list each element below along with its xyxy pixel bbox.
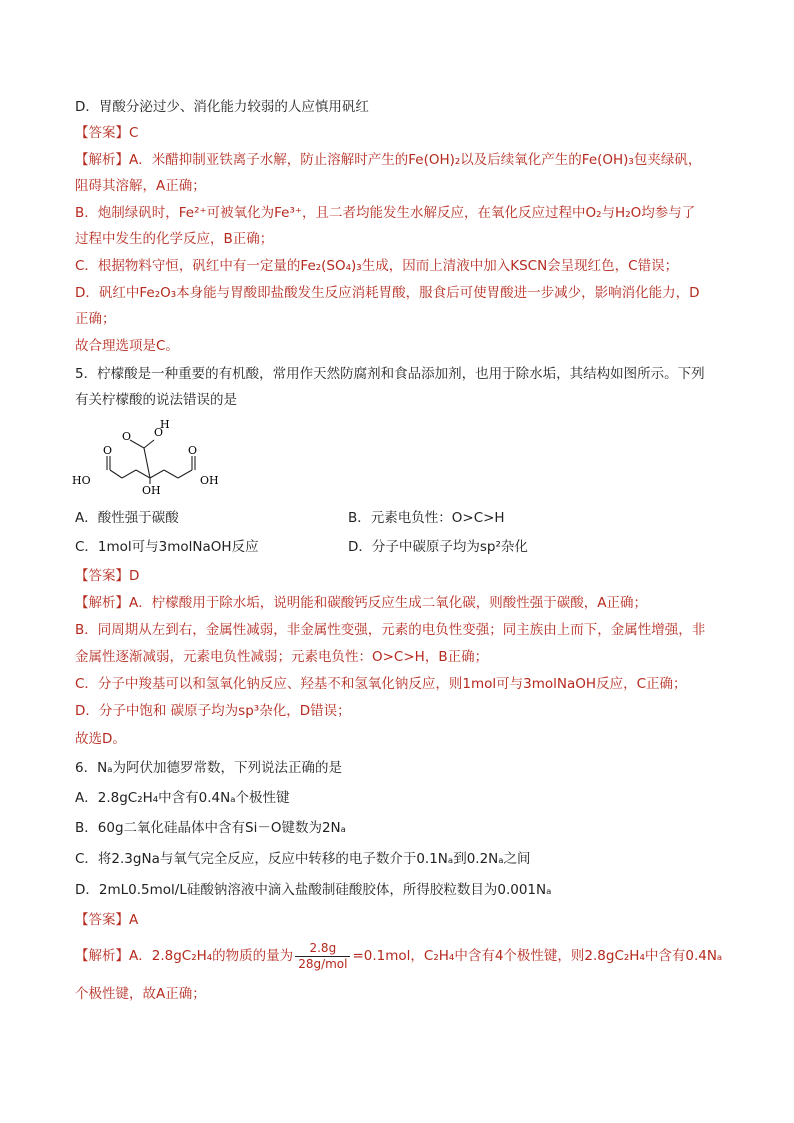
q6-option-d: D．2mL0.5mol/L硅酸钠溶液中滴入盐酸制硅酸胶体，所得胶粒数目为0.001Nₐ — [75, 882, 552, 898]
q6-stem: 6．Nₐ为阿伏加德罗常数，下列说法正确的是 — [75, 760, 342, 776]
analysis-text: A．米醋抑制亚铁离子水解，防止溶解时产生的Fe(OH)₂以及后续氧化产生的Fe(OH)₃包夹绿矾， — [129, 152, 702, 168]
fraction-numerator: 2.8g — [295, 941, 350, 957]
fraction — [295, 941, 350, 972]
struct-oh-bottom: OH — [142, 484, 161, 497]
q5-option-b: B．元素电负性：O>C>H — [348, 510, 505, 526]
q5-analysis-d: D．分子中饱和 碳原子均为sp³杂化，D错误； — [75, 703, 351, 719]
q4-analysis-c: C．根据物料守恒，矾红中有一定量的Fe₂(SO₄)₃生成，因而上清液中加入KSCN会呈现红色，C错误； — [75, 258, 679, 274]
q5-conclusion: 故选D。 — [75, 731, 126, 747]
q6-option-c: C．将2.3gNa与氧气完全反应，反应中转移的电子数介于0.1Nₐ到0.2Nₐ之间 — [75, 851, 531, 867]
q4-analysis-d2: 正确； — [75, 311, 116, 327]
q4-analysis-a2: 阻碍其溶解，A正确； — [75, 178, 206, 194]
struct-o1: O — [122, 430, 132, 443]
q5-analysis-c: C．分子中羧基可以和氢氧化钠反应、羟基不和氢氧化钠反应，则1mol可与3molNaOH反应，C正确； — [75, 676, 687, 692]
analysis-text: A．2.8gC₂H₄的物质的量为 — [129, 948, 294, 964]
analysis-text: A．柠檬酸用于除水垢，说明能和碳酸钙反应生成二氧化碳，则酸性强于碳酸，A正确； — [129, 595, 647, 611]
q4-analysis-a — [75, 150, 725, 170]
q6-answer — [75, 910, 725, 930]
q4-analysis-d: D．矾红中Fe₂O₃本身能与胃酸即盐酸发生反应消耗胃酸，服食后可使胃酸进一步减少，影响消化能力，D — [75, 285, 700, 301]
answer-tag: 【答案】 — [75, 912, 129, 928]
q4-analysis-b: B．炮制绿矾时，Fe²⁺可被氧化为Fe³⁺，且二者均能发生水解反应，在氧化反应过程中O₂与H₂O均参与了 — [75, 205, 696, 221]
struct-o2: O — [154, 426, 164, 439]
struct-o3: O — [103, 444, 113, 457]
fraction-denominator: 28g/mol — [298, 956, 348, 971]
q5-analysis-b: B．同周期从左到右，金属性减弱，非金属性变强，元素的电负性变强；同主族由上而下，金属性增强，非 — [75, 622, 706, 638]
q5-option-c: C．1mol可与3molNaOH反应 — [75, 539, 259, 555]
answer-tag: 【答案】 — [75, 568, 129, 584]
citric-acid-structure — [70, 418, 230, 497]
analysis-tag: 【解析】 — [75, 595, 129, 611]
q6-analysis-a2: 个极性键，故A正确； — [75, 986, 206, 1002]
q5-stem-2: 有关柠檬酸的说法错误的是 — [75, 392, 237, 408]
q4-conclusion: 故合理选项是C。 — [75, 338, 179, 354]
q5-stem: 5．柠檬酸是一种重要的有机酸，常用作天然防腐剂和食品添加剂，也用于除水垢，其结构如图所示。下列 — [75, 366, 705, 382]
struct-ho-left: HO — [72, 474, 91, 487]
struct-o4: O — [188, 444, 198, 457]
analysis-text-post: =0.1mol，C₂H₄中含有4个极性键，则2.8gC₂H₄中含有0.4Nₐ — [352, 948, 723, 964]
q5-option-a: A．酸性强于碳酸 — [75, 510, 179, 526]
q4-analysis-b2: 过程中发生的化学反应，B正确； — [75, 231, 274, 247]
struct-h1: H — [160, 418, 170, 431]
q6-analysis-a — [75, 938, 725, 974]
answer-value: D — [129, 568, 140, 584]
q5-analysis-a — [75, 593, 725, 613]
q6-option-b: B．60g二氧化硅晶体中含有Si－O键数为2Nₐ — [75, 820, 346, 836]
q4-option-d: D．胃酸分泌过少、消化能力较弱的人应慎用矾红 — [75, 99, 369, 115]
analysis-tag: 【解析】 — [75, 152, 129, 168]
answer-tag: 【答案】 — [75, 125, 129, 141]
analysis-tag: 【解析】 — [75, 948, 129, 964]
answer-value: A — [129, 912, 139, 928]
q6-option-a: A．2.8gC₂H₄中含有0.4Nₐ个极性键 — [75, 790, 290, 806]
answer-value: C — [129, 125, 139, 141]
q5-option-d: D．分子中碳原子均为sp²杂化 — [348, 539, 528, 555]
q5-answer — [75, 566, 725, 586]
struct-oh-right: OH — [200, 474, 219, 487]
q5-analysis-b2: 金属性逐渐减弱，元素电负性减弱；元素电负性：O>C>H，B正确； — [75, 649, 489, 665]
q4-answer — [75, 123, 725, 143]
